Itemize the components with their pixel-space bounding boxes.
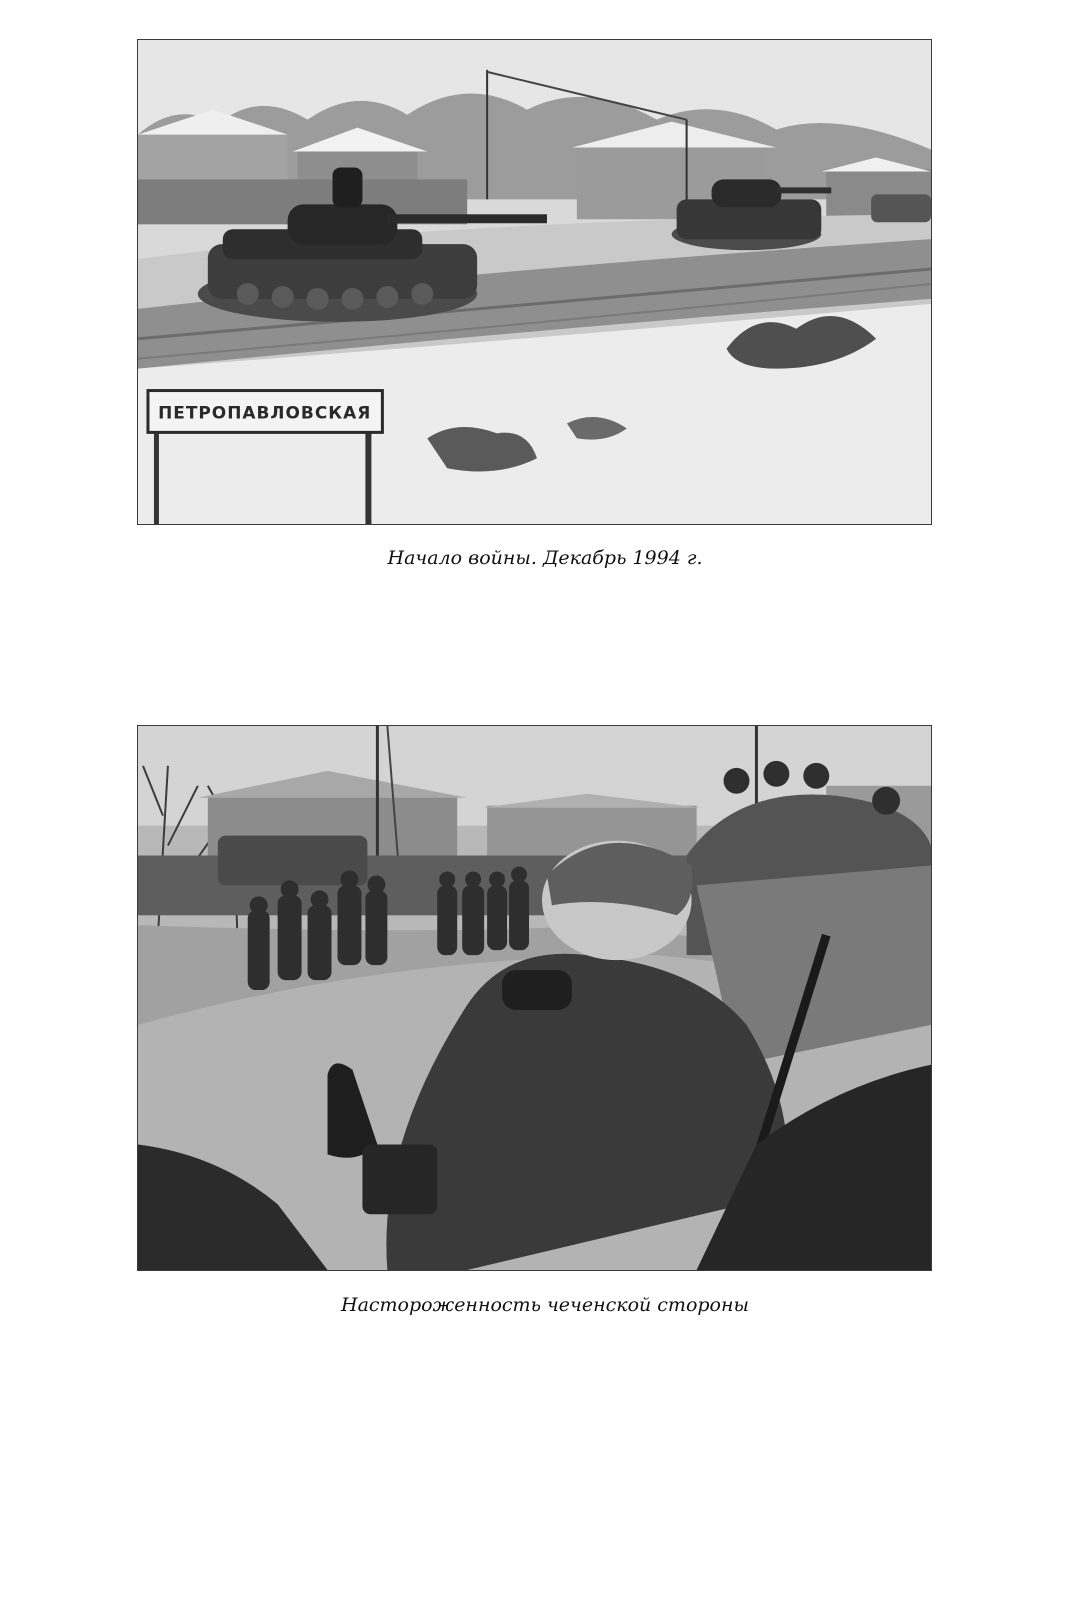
photo-soldiers-image (138, 726, 931, 1270)
photo-caption-2: Настороженность чеченской стороны (341, 1294, 749, 1316)
photo-caption-1: Начало войны. Декабрь 1994 г. (387, 547, 703, 569)
road-sign-text: ПЕТРОПАВЛОВСКАЯ (158, 402, 372, 423)
photo-tanks-in-village (137, 39, 932, 525)
photo-soldiers-on-vehicle (137, 725, 932, 1271)
photo-tanks-image (138, 40, 931, 524)
